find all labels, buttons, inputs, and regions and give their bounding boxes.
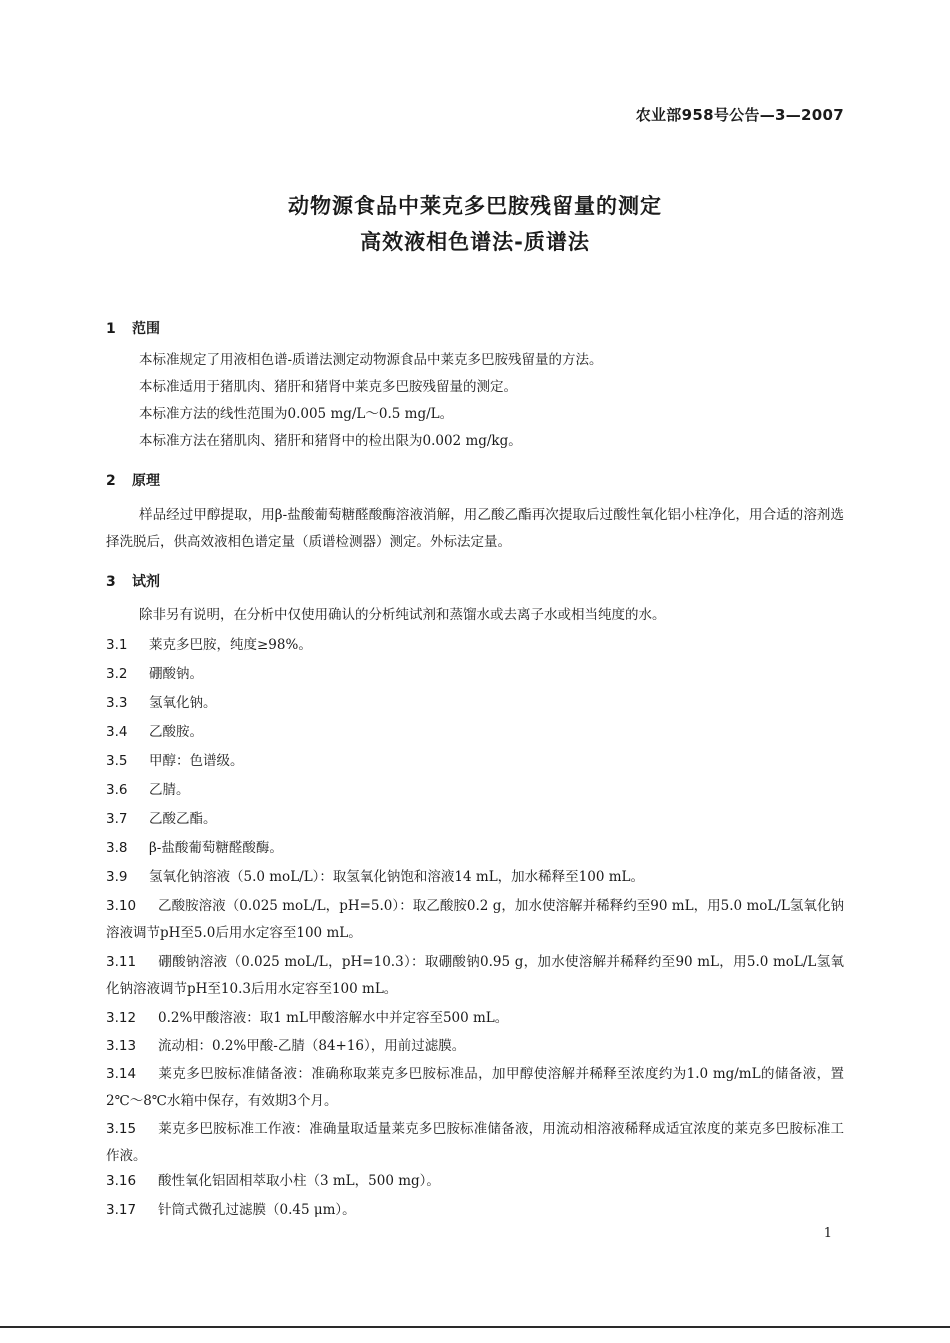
item-number: 3.10 [106, 898, 137, 914]
item-number: 3.6 [106, 782, 128, 798]
list-item [106, 1116, 844, 1170]
section-title: 试剂 [132, 574, 160, 590]
item-number: 3.3 [106, 695, 128, 711]
item-number: 3.8 [106, 840, 128, 856]
list-item [106, 1005, 844, 1032]
section-number: 2 [106, 473, 116, 489]
item-number: 3.14 [106, 1066, 137, 1082]
item-text: 乙酸胺。 [149, 724, 203, 740]
list-item [106, 1168, 844, 1195]
paragraph: 样品经过甲醇提取，用β-盐酸葡萄糖醛酸酶溶液消解，用乙酸乙酯再次提取后过酸性氧化铝小柱净化，用合适的溶剂选择洗脱后，供高效液相色谱定量（质谱检测器）测定。外标法定量。 [106, 507, 844, 550]
list-item [106, 806, 844, 833]
item-text: 氢氧化钠。 [149, 695, 217, 711]
item-number: 3.13 [106, 1038, 137, 1054]
item-number: 3.16 [106, 1173, 137, 1189]
item-text: 乙酸胺溶液（0.025 moL/L，pH=5.0）：取乙酸胺0.2 g，加水使溶解并稀释约至90 mL，用5.0 moL/L氢氧化钠溶液调节pH至5.0后用水定容至100 mL。 [106, 898, 844, 941]
item-number: 3.11 [106, 954, 137, 970]
item-text: 流动相：0.2%甲酸-乙腈（84+16），用前过滤膜。 [158, 1038, 466, 1054]
item-text: 硼酸钠溶液（0.025 moL/L，pH=10.3）：取硼酸钠0.95 g，加水使溶解并稀释约至90 mL，用5.0 moL/L氢氧化钠溶液调节pH至10.3后用水定容至100 mL。 [106, 954, 844, 997]
item-text: 莱克多巴胺，纯度≥98%。 [149, 637, 312, 653]
list-item [106, 835, 844, 862]
list-item [106, 661, 844, 688]
list-item [106, 949, 844, 1003]
item-text: 乙腈。 [149, 782, 190, 798]
item-number: 3.7 [106, 811, 128, 827]
paragraph: 本标准适用于猪肌肉、猪肝和猪肾中莱克多巴胺残留量的测定。 [139, 379, 517, 395]
item-text: 针筒式微孔过滤膜（0.45 μm）。 [158, 1202, 356, 1218]
bottom-divider [0, 1326, 950, 1328]
section-title: 原理 [132, 473, 160, 489]
paragraph: 本标准规定了用液相色谱-质谱法测定动物源食品中莱克多巴胺残留量的方法。 [139, 352, 603, 368]
item-number: 3.17 [106, 1202, 137, 1218]
document-title: 动物源食品中莱克多巴胺残留量的测定 [288, 194, 662, 218]
list-item [106, 690, 844, 717]
section-title: 范围 [132, 321, 160, 337]
item-number: 3.2 [106, 666, 128, 682]
list-item [106, 719, 844, 746]
page-number: 1 [823, 1226, 832, 1241]
item-text: 硼酸钠。 [149, 666, 203, 682]
list-item [106, 632, 844, 659]
item-text: 氢氧化钠溶液（5.0 moL/L）：取氢氧化钠饱和溶液14 mL，加水稀释至100 mL。 [149, 869, 644, 885]
item-number: 3.1 [106, 637, 128, 653]
item-text: 甲醇：色谱级。 [149, 753, 244, 769]
paragraph: 本标准方法的线性范围为0.005 mg/L～0.5 mg/L。 [139, 406, 454, 422]
list-item [106, 748, 844, 775]
paragraph: 本标准方法在猪肌肉、猪肝和猪肾中的检出限为0.002 mg/kg。 [139, 433, 522, 449]
section-heading-reagents [106, 571, 160, 591]
item-text: β-盐酸葡萄糖醛酸酶。 [149, 840, 283, 856]
item-text: 莱克多巴胺标准储备液：准确称取莱克多巴胺标准品，加甲醇使溶解并稀释至浓度约为1.0 mg/mL的储备液，置2℃～8℃水箱中保存，有效期3个月。 [106, 1066, 844, 1109]
paragraph: 除非另有说明，在分析中仅使用确认的分析纯试剂和蒸馏水或去离子水或相当纯度的水。 [139, 607, 666, 623]
section-number: 3 [106, 574, 116, 590]
list-item [106, 777, 844, 804]
list-item [106, 1061, 844, 1115]
section-heading-scope [106, 318, 160, 338]
item-text: 乙酸乙酯。 [149, 811, 217, 827]
list-item [106, 1033, 844, 1060]
section-heading-principle [106, 470, 160, 490]
document-subtitle: 高效液相色谱法-质谱法 [360, 230, 590, 254]
item-text: 0.2%甲酸溶液：取1 mL甲酸溶解水中并定容至500 mL。 [158, 1010, 509, 1026]
item-number: 3.12 [106, 1010, 137, 1026]
list-item [106, 864, 844, 891]
section-number: 1 [106, 321, 116, 337]
item-number: 3.4 [106, 724, 128, 740]
item-text: 莱克多巴胺标准工作液：准确量取适量莱克多巴胺标准储备液，用流动相溶液稀释成适宜浓度的莱克多巴胺标准工作液。 [106, 1121, 844, 1164]
list-item [106, 1197, 844, 1224]
standard-number: 农业部958号公告—3—2007 [635, 106, 844, 124]
item-number: 3.15 [106, 1121, 137, 1137]
item-number: 3.5 [106, 753, 128, 769]
list-item [106, 893, 844, 947]
item-text: 酸性氧化铝固相萃取小柱（3 mL，500 mg）。 [158, 1173, 440, 1189]
item-number: 3.9 [106, 869, 128, 885]
